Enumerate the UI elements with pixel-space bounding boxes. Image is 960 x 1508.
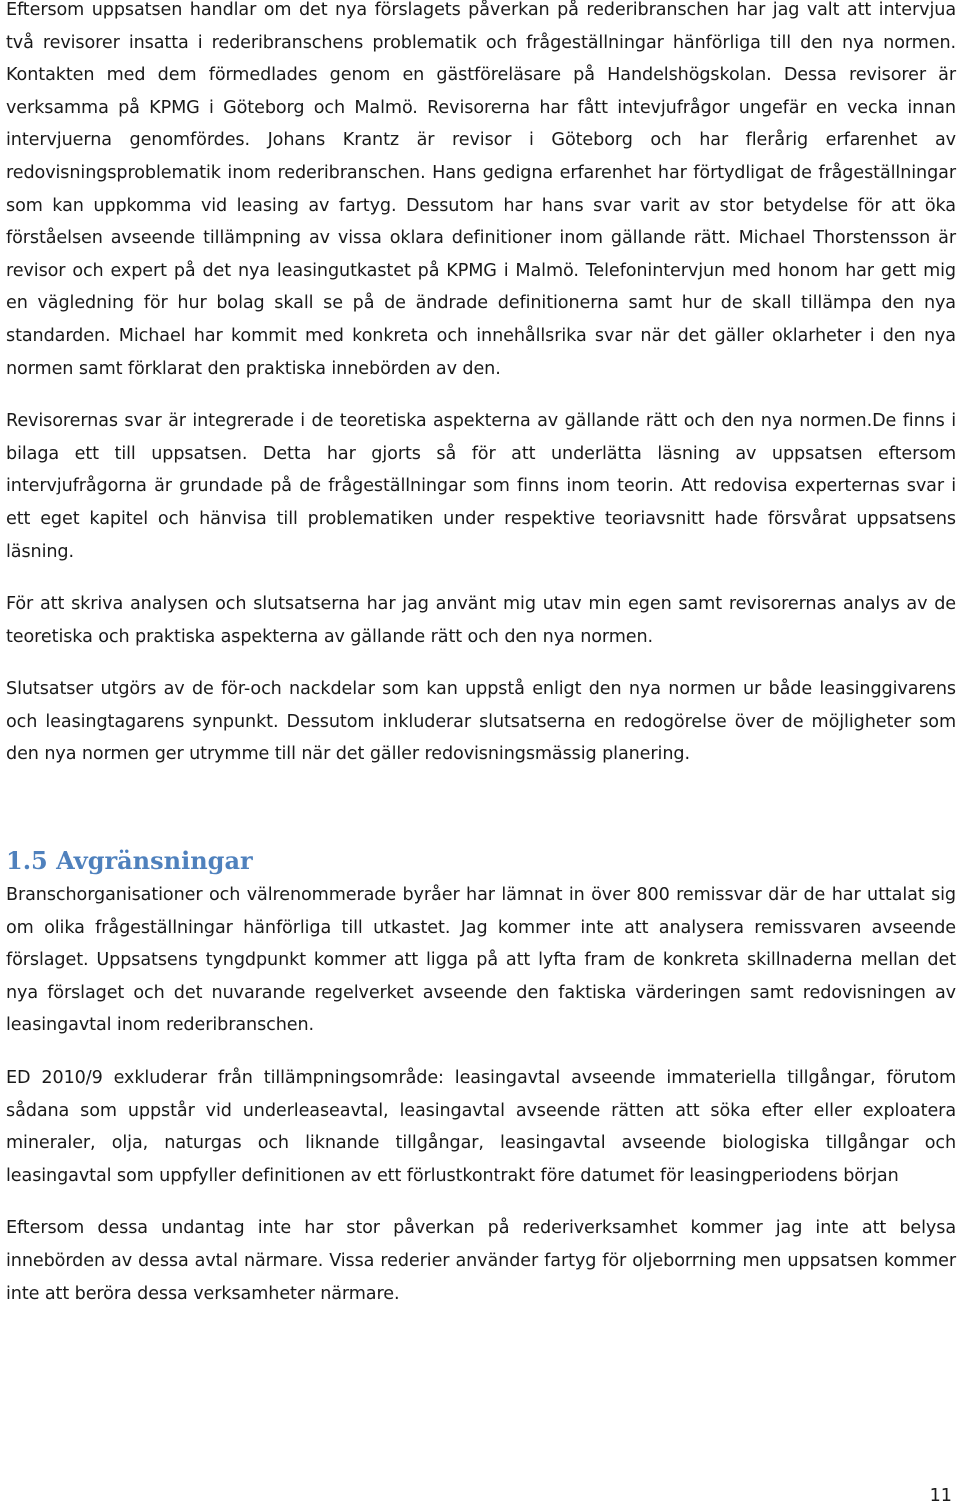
paragraph-spacer <box>6 1042 956 1062</box>
page-content <box>6 0 956 1310</box>
paragraph-spacer <box>6 1192 956 1212</box>
body-paragraph: Eftersom uppsatsen handlar om det nya förslagets påverkan på rederibranschen har jag valt att intervjua två revisorer insatta i rederibranschens problematik och frågeställningar hänförliga till den nya normen. Kontakten med dem förmedlades genom en gästföreläsare på Handelshögskolan. Dessa revisorer är verksamma på KPMG i Göteborg och Malmö. Revisorerna har fått intevjufrågor ungefär en vecka innan intervjuerna genomfördes. Johans Krantz är revisor i Göteborg och har flerårig erfarenhet av redovisningsproblematik inom rederibranschen. Hans gedigna erfarenhet har förtydligat de frågeställningar som kan uppkomma vid leasing av fartyg. Dessutom har hans svar varit av stor betydelse för att öka förståelsen avseende tillämpning av vissa oklara definitioner inom gällande rätt. Michael Thorstensson är revisor och expert på det nya leasingutkastet på KPMG i Malmö. Telefonintervjun med honom har gett mig en vägledning för hur bolag skall se på de ändrade definitionerna samt hur de skall tillämpa den nya standarden. Michael har kommit med konkreta och innehållsrika svar när det gäller oklarheter i den nya normen samt förklarat den praktiska innebörden av den. <box>6 0 956 379</box>
section-heading: 1.5 Avgränsningar <box>6 846 253 876</box>
paragraph-spacer <box>6 385 956 405</box>
body-paragraph: Revisorernas svar är integrerade i de teoretiska aspekterna av gällande rätt och den nya normen.De finns i bilaga ett till uppsatsen. Detta har gjorts så för att underlätta läsning av uppsatsen eftersom intervjufrågorna är grundade på de frågeställningar som finns inom teorin. Att redovisa experternas svar i ett eget kapitel och hänvisa till problematiken under respektive teoriavsnitt hade försvårat uppsatsens läsning. <box>6 411 956 562</box>
body-paragraph: Eftersom dessa undantag inte har stor påverkan på rederiverksamhet kommer jag inte att belysa innebörden av dessa avtal närmare. Vissa rederier använder fartyg för oljeborrning men uppsatsen kommer inte att beröra dessa verksamheter närmare. <box>6 1218 956 1304</box>
body-paragraph: För att skriva analysen och slutsatserna har jag använt mig utav min egen samt revisorernas analys av de teoretiska och praktiska aspekterna av gällande rätt och den nya normen. <box>6 594 956 647</box>
page-number: 11 <box>929 1486 952 1506</box>
body-paragraph: ED 2010/9 exkluderar från tillämpningsområde: leasingavtal avseende immateriella tillgångar, förutom sådana som uppstår vid underleaseavtal, leasingavtal avseende rätten att söka efter eller exploatera mineraler, olja, naturgas och liknande tillgångar, leasingavtal avseende biologiska tillgångar och leasingavtal som uppfyller definitionen av ett förlustkontrakt före datumet för leasingperiodens början <box>6 1068 956 1186</box>
body-paragraph: Branschorganisationer och välrenommerade byråer har lämnat in över 800 remissvar där de har uttalat sig om olika frågeställningar hänförliga till utkastet. Jag kommer inte att analysera remissvaren avseende förslaget. Uppsatsens tyngdpunkt kommer att ligga på att lyfta fram de konkreta skillnaderna mellan det nya förslaget och det nuvarande regelverket avseende den faktiska värderingen samt redovisningen av leasingavtal inom rederibranschen. <box>6 885 956 1036</box>
paragraph-spacer <box>6 568 956 588</box>
section-spacer <box>6 771 956 843</box>
paragraph-spacer <box>6 653 956 673</box>
body-paragraph: Slutsatser utgörs av de för-och nackdelar som kan uppstå enligt den nya normen ur både leasinggivarens och leasingtagarens synpunkt. Dessutom inkluderar slutsatserna en redogörelse över de möjligheter som den nya normen ger utrymme till när det gäller redovisningsmässig planering. <box>6 679 956 765</box>
